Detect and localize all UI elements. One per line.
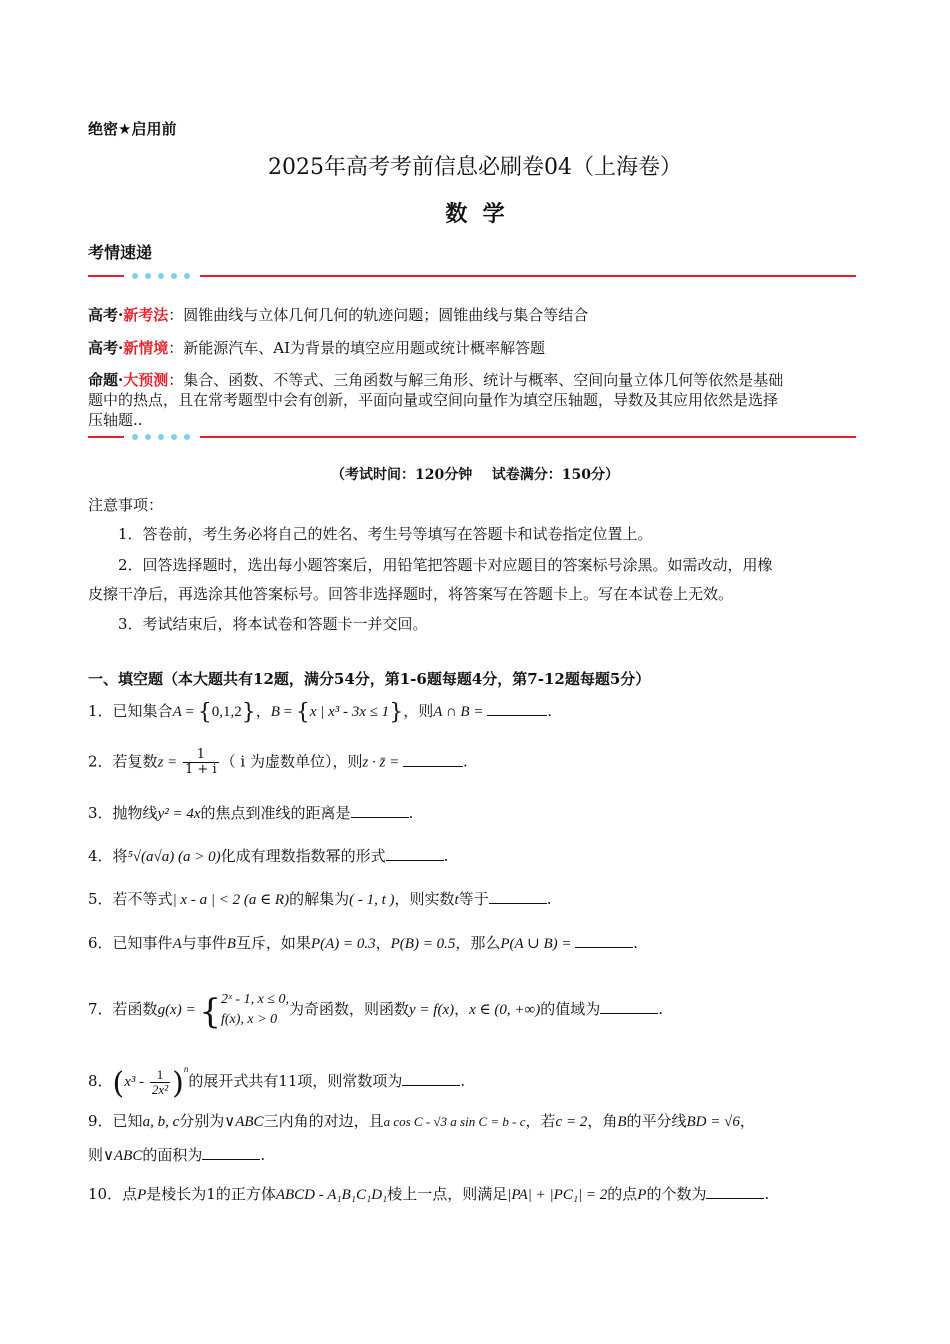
overview-item-3: 命题·大预测：集合、函数、不等式、三角函数与解三角形、统计与概率、空间向量立体几何等依然是基础 题中的热点，且在常考题型中会有创新，平面向量或空间向量作为填空压轴题，导数及其应用依然是选择 压轴题..	[88, 371, 784, 429]
exam-info: （考试时间：120分钟 试卷满分：150分）	[331, 467, 619, 483]
question-3: 3．抛物线y² = 4x的焦点到准线的距离是 .	[88, 804, 414, 822]
secret-label: 绝密★启用前	[88, 120, 177, 138]
notice-heading: 注意事项：	[88, 496, 164, 514]
answer-blank-4[interactable]	[386, 846, 444, 861]
overview-heading: 考情速递	[88, 243, 153, 262]
notice-3: 3．考试结束后，将本试卷和答题卡一并交回。	[118, 615, 428, 633]
overview-item-1: 高考·新考法：圆锥曲线与立体几何几何的轨迹问题；圆锥曲线与集合等结合	[88, 306, 589, 324]
question-6: 6．已知事件A与事件B互斥，如果P(A) = 0.3，P(B) = 0.5，那么P(A ∪ B) = .	[88, 934, 639, 952]
answer-blank-6[interactable]	[575, 933, 633, 948]
answer-blank-9[interactable]	[202, 1145, 260, 1160]
question-4: 4．将⁵√(a√a) (a > 0)化成有理数指数幂的形式 .	[88, 847, 449, 865]
notice-2b: 皮擦干净后，再选涂其他答案标号。回答非选择题时，将答案写在答题卡上。写在本试卷上无效。	[88, 585, 734, 603]
question-9-line-2: 则∨ABC的面积为 .	[88, 1146, 266, 1164]
answer-blank-3[interactable]	[351, 803, 409, 818]
answer-blank-7[interactable]	[600, 999, 658, 1014]
notice-2a: 2．回答选择题时，选出每小题答案后，用铅笔把答题卡对应题目的答案标号涂黑。如需改动，用橡	[118, 556, 773, 574]
question-5: 5．若不等式| x - a | < 2 (a ∈ R)的解集为( - 1, t )，则实数t等于 .	[88, 890, 552, 908]
answer-blank-8[interactable]	[402, 1071, 460, 1086]
answer-blank-1[interactable]	[487, 701, 547, 716]
question-9: 9．已知a, b, c分别为∨ABC三内角的对边，且a cos C - √3 a sin C = b - c，若c = 2，角B的平分线BD = √6，	[88, 1112, 755, 1130]
question-1: 1．已知集合A = {0,1,2}，B = {x | x³ - 3x ≤ 1}，则A ∩ B = .	[88, 700, 552, 725]
exam-title: 2025年高考考前信息必刷卷04（上海卷）	[268, 155, 682, 180]
question-8: 8．(x³ - $\frac{1}{\text{2x²}}$ )$^n$的展开式共有11项，则常数项为 .	[88, 1064, 466, 1101]
answer-blank-2[interactable]	[403, 752, 463, 767]
section-heading: 一、填空题（本大题共有12题，满分54分，第1-6题每题4分，第7-12题每题5分）	[88, 670, 651, 688]
question-2: 2．若复数z = $\frac{1}{1 + i}$ （ i 为虚数单位），则z · z̄ = .	[88, 747, 468, 777]
overview-item-2: 高考·新情境：新能源汽车、AI为背景的填空应用题或统计概率解答题	[88, 339, 546, 357]
answer-blank-5[interactable]	[489, 889, 547, 904]
question-10: 10．点P是棱长为1的正方体ABCD - A₁B₁C₁D₁棱上一点，则满足|PA| + |PC₁| = 2的点P的个数为 .	[88, 1185, 770, 1203]
answer-blank-10[interactable]	[706, 1184, 764, 1199]
subject-title: 数 学	[445, 201, 505, 227]
notice-1: 1．答卷前，考生务必将自己的姓名、考生号等填写在答题卡和试卷指定位置上。	[118, 525, 653, 543]
question-7: 7．若函数g(x) = { 2ˣ - 1, x ≤ 0, f(x), x > 0 为奇函数，则函数y = f(x)，x ∈ (0, +∞)的值域为 .	[88, 992, 664, 1032]
